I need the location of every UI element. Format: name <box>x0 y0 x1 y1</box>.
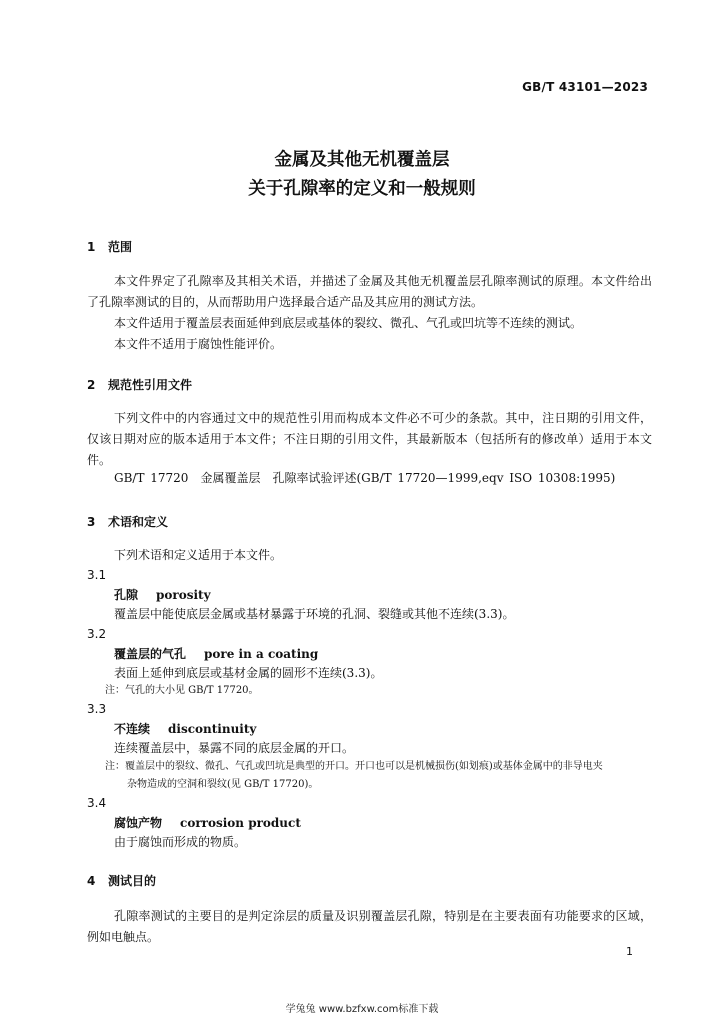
section-number: 2 <box>87 378 96 392</box>
term-definition: 连续覆盖层中，暴露不同的底层金属的开口。 <box>114 741 355 755</box>
term-definition: 覆盖层中能使底层金属或基材暴露于环境的孔洞、裂缝或其他不连续(3.3)。 <box>114 607 515 621</box>
term-number: 3.3 <box>87 702 107 716</box>
title-line-1: 金属及其他无机覆盖层 <box>274 150 450 170</box>
section-3-heading <box>87 513 168 530</box>
section-1-heading <box>87 238 132 255</box>
section-1-paragraph-1: 本文件界定了孔隙率及其相关术语，并描述了金属及其他无机覆盖层孔隙率测试的原理。本文件给出了孔隙率测试的目的，从而帮助用户选择最合适产品及其应用的测试方法。 <box>87 274 652 309</box>
term-zh: 覆盖层的气孔 <box>114 647 187 661</box>
term-heading <box>114 645 318 662</box>
section-1-paragraph-2: 本文件适用于覆盖层表面延伸到底层或基体的裂纹、微孔、气孔或凹坑等不连续的测试。 <box>114 316 583 330</box>
standard-number: GB/T 43101—2023 <box>522 80 648 94</box>
section-number: 4 <box>87 874 96 888</box>
section-title: 术语和定义 <box>108 515 169 529</box>
section-3-intro: 下列术语和定义适用于本文件。 <box>114 548 283 562</box>
term-en: pore in a coating <box>204 647 319 661</box>
normative-reference: GB/T 17720 金属覆盖层 孔隙率试验评述(GB/T 17720—1999,eqv ISO 10308:1995) <box>114 471 616 485</box>
section-title: 规范性引用文件 <box>108 378 193 392</box>
term-en: porosity <box>156 588 211 602</box>
term-en: discontinuity <box>168 722 257 736</box>
term-note <box>105 758 655 794</box>
term-note: 注：气孔的大小见 GB/T 17720。 <box>105 685 259 696</box>
term-definition: 由于腐蚀而形成的物质。 <box>114 835 247 849</box>
section-number: 3 <box>87 515 96 529</box>
page-number: 1 <box>626 945 633 958</box>
term-definition: 表面上延伸到底层或基材金属的圆形不连续(3.3)。 <box>114 666 383 680</box>
section-title: 测试目的 <box>108 874 157 888</box>
section-number: 1 <box>87 240 96 254</box>
note-line-1: 注：覆盖层中的裂纹、微孔、气孔或凹坑是典型的开口。开口也可以是机械损伤(如划痕)或基体金属中的非导电夹 <box>105 761 603 772</box>
section-4-heading <box>87 872 156 889</box>
note-line-2: 杂物造成的空洞和裂纹(见 GB/T 17720)。 <box>127 779 319 790</box>
section-title: 范围 <box>108 240 133 254</box>
term-zh: 腐蚀产物 <box>114 816 163 830</box>
section-4-paragraph: 孔隙率测试的主要目的是判定涂层的质量及识别覆盖层孔隙，特别是在主要表面有功能要求的区域，例如电触点。 <box>87 909 652 944</box>
term-heading <box>114 586 211 603</box>
term-heading <box>114 720 256 737</box>
section-2-heading <box>87 376 192 393</box>
term-zh: 孔隙 <box>114 588 139 602</box>
footer-watermark: 学兔兔 www.bzfxw.com标准下载 <box>285 1004 439 1015</box>
term-heading <box>114 814 301 831</box>
title-line-2: 关于孔隙率的定义和一般规则 <box>248 179 476 199</box>
section-2-paragraph: 下列文件中的内容通过文中的规范性引用而构成本文件必不可少的条款。其中，注日期的引用文件，仅该日期对应的版本适用于本文件；不注日期的引用文件，其最新版本（包括所有的修改单）适用于本文件。 <box>87 411 652 467</box>
term-number: 3.1 <box>87 568 107 582</box>
document-title <box>0 146 724 204</box>
term-number: 3.2 <box>87 627 107 641</box>
section-1-paragraph-3: 本文件不适用于腐蚀性能评价。 <box>114 337 283 351</box>
term-en: corrosion product <box>180 816 301 830</box>
term-zh: 不连续 <box>114 722 151 736</box>
term-number: 3.4 <box>87 796 107 810</box>
